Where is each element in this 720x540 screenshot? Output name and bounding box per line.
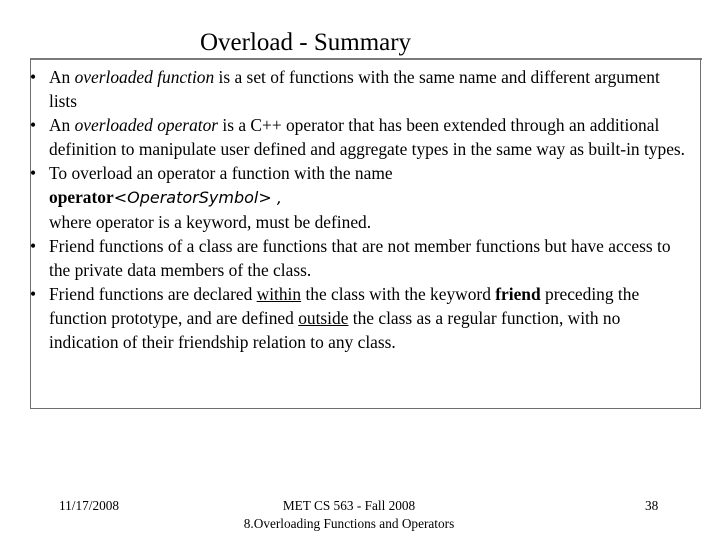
term-overloaded-function: overloaded function [74, 67, 215, 87]
bullet-icon: • [30, 67, 37, 87]
bullet-text: Friend functions are declared [49, 284, 257, 304]
footer-date: 11/17/2008 [59, 498, 120, 513]
term-outside: outside [298, 308, 349, 328]
page-number: 38 [645, 498, 659, 513]
keyword-friend: friend [495, 284, 541, 304]
bullet-text: Friend functions of a class are functions that are not member functions but have access to the private data members of the class. [49, 236, 671, 280]
footer-course-info [224, 497, 474, 533]
bullet-item-overloaded-function [30, 65, 690, 113]
bullet-item-friend-functions [30, 234, 690, 282]
bullet-text-line: where operator is a keyword, must be defined. [49, 212, 372, 232]
bullet-icon: • [30, 163, 37, 183]
term-overloaded-operator: overloaded operator [74, 115, 219, 135]
bullet-item-friend-declaration [30, 282, 690, 354]
slide-title: Overload - Summary [200, 29, 412, 56]
bullet-text: preceding the function prototype, and are defined [49, 284, 640, 328]
operator-syntax-line [49, 185, 690, 210]
footer-chapter: 8.Overloading Functions and Operators [243, 516, 455, 531]
bullet-text: the class as a regular function, with no indication of their friendship relation to any class. [49, 308, 621, 352]
bullet-item-operator-definition [30, 161, 690, 234]
bullet-icon: • [30, 236, 37, 256]
bullet-text: is a set of functions with the same name and different argument lists [49, 67, 660, 111]
bullet-item-overloaded-operator [30, 113, 690, 161]
bullet-icon: • [30, 284, 37, 304]
operator-keyword: operator [49, 187, 114, 207]
bullet-text: the class with the keyword [301, 284, 496, 304]
operator-symbol-placeholder: <OperatorSymbol> , [113, 188, 282, 207]
bullet-text: An [49, 67, 75, 87]
bullet-text-line: To overload an operator a function with the name [49, 163, 393, 183]
bullet-icon: • [30, 115, 37, 135]
footer-course: MET CS 563 - Fall 2008 [282, 498, 416, 513]
bullet-text: is a C++ operator that has been extended through an additional definition to manipulate user defined and aggregate types in the same way as built-in types. [49, 115, 686, 159]
term-within: within [256, 284, 302, 304]
bullet-text: An [49, 115, 75, 135]
bullet-list [30, 65, 690, 354]
